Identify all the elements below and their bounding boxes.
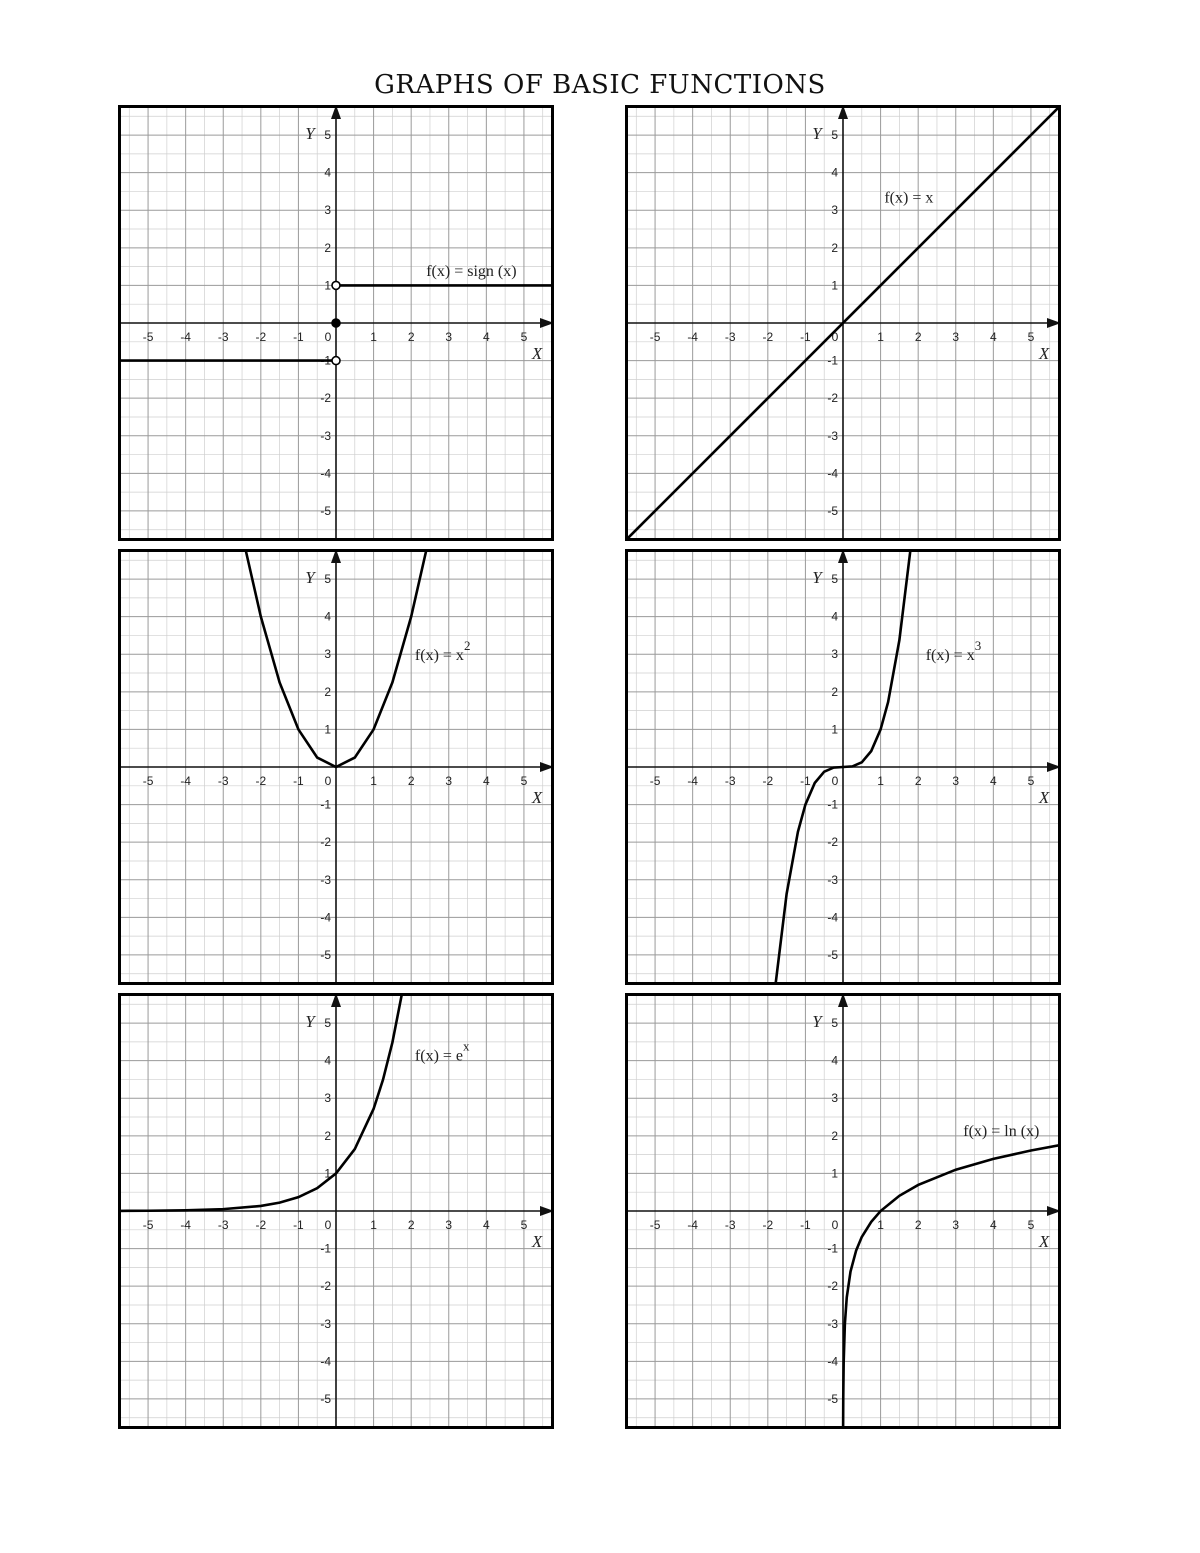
function-label: f(x) = sign (x)	[426, 263, 517, 281]
y-tick-label: 3	[831, 647, 838, 662]
chart-panel-exp	[118, 993, 554, 1429]
y-tick-label: 2	[324, 240, 331, 255]
x-tick-label: 4	[990, 330, 997, 344]
chart-sign	[118, 105, 554, 541]
x-tick-label: -3	[724, 1218, 736, 1232]
x-tick-label: 1	[370, 330, 377, 344]
y-tick-label: 1	[831, 722, 838, 737]
y-tick-label: -4	[827, 466, 838, 481]
x-tick-label: -4	[687, 1218, 698, 1232]
x-tick-label: 3	[445, 330, 453, 344]
x-tick-label: -4	[687, 330, 698, 344]
y-axis-name: Y	[305, 1012, 315, 1032]
y-tick-label: 3	[831, 1091, 838, 1106]
chart-panel-cube	[625, 549, 1061, 985]
chart-panel-ln	[625, 993, 1061, 1429]
x-tick-label: 4	[990, 1218, 997, 1232]
y-tick-label: 1	[324, 1166, 331, 1181]
x-tick-label: -5	[142, 330, 154, 344]
x-tick-label: 3	[952, 774, 960, 788]
y-tick-label: -1	[320, 353, 331, 368]
y-tick-label: -3	[320, 1316, 331, 1331]
y-tick-label: -1	[827, 1241, 838, 1256]
y-tick-label: -5	[320, 503, 331, 518]
x-tick-label: -1	[293, 774, 304, 788]
y-tick-label: -4	[827, 1354, 838, 1369]
x-tick-label: -3	[217, 774, 229, 788]
x-tick-label: 3	[952, 1218, 960, 1232]
x-tick-label: 5	[520, 330, 528, 344]
function-label: $f(x) = e^x$	[414, 1038, 470, 1065]
y-tick-label: -2	[320, 835, 331, 850]
x-axis-name: X	[1038, 788, 1050, 807]
x-tick-label: 5	[1027, 330, 1035, 344]
x-tick-label: -2	[255, 1218, 267, 1232]
x-tick-label: 1	[370, 1218, 377, 1232]
x-tick-label: 1	[877, 1218, 884, 1232]
y-tick-label: 3	[324, 647, 331, 662]
function-label-exponent: 3	[974, 637, 982, 653]
y-tick-label: 5	[324, 1016, 331, 1031]
y-tick-label: -5	[827, 503, 838, 518]
y-tick-label: -1	[827, 353, 838, 368]
y-tick-label: 5	[324, 128, 331, 143]
x-tick-label: -3	[217, 1218, 229, 1232]
y-tick-label: -2	[827, 391, 838, 406]
chart-panel-identity	[625, 105, 1061, 541]
chart-exp	[118, 993, 554, 1429]
y-tick-label: -4	[320, 466, 331, 481]
function-label: f(x) = ln (x)	[963, 1122, 1040, 1140]
y-tick-label: -4	[827, 910, 838, 925]
x-tick-label: 2	[407, 774, 415, 788]
y-tick-label: -5	[827, 1391, 838, 1406]
y-axis-name: Y	[305, 568, 315, 588]
x-tick-label: -3	[724, 330, 736, 344]
y-axis-name: Y	[305, 124, 315, 144]
x-tick-label: -2	[762, 330, 774, 344]
x-tick-label: 0	[324, 330, 332, 344]
y-tick-label: 5	[831, 128, 838, 143]
y-tick-label: -1	[320, 797, 331, 812]
x-tick-label: -5	[142, 1218, 154, 1232]
chart-ln	[625, 993, 1061, 1429]
y-tick-label: 3	[324, 203, 331, 218]
y-tick-label: 3	[324, 1091, 331, 1106]
y-tick-label: -3	[320, 428, 331, 443]
y-tick-label: -3	[827, 1316, 838, 1331]
x-tick-label: -1	[800, 330, 811, 344]
y-tick-label: -2	[827, 1279, 838, 1294]
x-tick-label: 0	[831, 1218, 839, 1232]
chart-identity	[625, 105, 1061, 541]
y-tick-label: 1	[324, 722, 331, 737]
y-tick-label: -3	[320, 872, 331, 887]
x-axis-name: X	[531, 344, 543, 363]
x-axis-name: X	[1038, 1232, 1050, 1251]
y-tick-label: -2	[827, 835, 838, 850]
series-group	[843, 1145, 1061, 1429]
x-tick-label: -5	[142, 774, 154, 788]
y-tick-label: 2	[324, 684, 331, 699]
y-tick-label: -4	[320, 910, 331, 925]
y-tick-label: 4	[324, 165, 331, 180]
x-tick-label: -4	[180, 1218, 191, 1232]
x-tick-label: -3	[217, 330, 229, 344]
x-tick-label: 4	[483, 1218, 490, 1232]
y-tick-label: -5	[320, 947, 331, 962]
function-label: $f(x) = x^3$	[925, 637, 982, 664]
chart-panel-square	[118, 549, 554, 985]
x-tick-label: -1	[800, 1218, 811, 1232]
chart-panel-sign	[118, 105, 554, 541]
x-tick-label: 0	[831, 774, 839, 788]
x-tick-label: -2	[255, 774, 267, 788]
chart-square	[118, 549, 554, 985]
x-tick-label: -4	[180, 774, 191, 788]
y-tick-label: 4	[324, 1053, 331, 1068]
x-tick-label: 4	[990, 774, 997, 788]
x-tick-label: 2	[407, 330, 415, 344]
chart-cube	[625, 549, 1061, 985]
y-tick-label: 5	[831, 572, 838, 587]
function-label: f(x) = x	[884, 189, 934, 207]
page-title: GRAPHS OF BASIC FUNCTIONS	[374, 70, 826, 100]
x-tick-label: -1	[800, 774, 811, 788]
y-tick-label: 4	[831, 609, 838, 624]
y-tick-label: -4	[320, 1354, 331, 1369]
x-tick-label: 0	[324, 774, 332, 788]
y-tick-label: -5	[320, 1391, 331, 1406]
y-tick-label: -1	[320, 1241, 331, 1256]
x-tick-label: 4	[483, 774, 490, 788]
y-tick-label: 2	[831, 240, 838, 255]
y-tick-label: -3	[827, 428, 838, 443]
y-tick-label: -3	[827, 872, 838, 887]
x-axis-name: X	[1038, 344, 1050, 363]
y-tick-label: 4	[831, 165, 838, 180]
y-tick-label: 5	[324, 572, 331, 587]
function-label-exponent: x	[463, 1038, 470, 1054]
y-tick-label: 3	[831, 203, 838, 218]
x-tick-label: 2	[914, 1218, 922, 1232]
x-tick-label: 3	[445, 774, 453, 788]
y-tick-label: -2	[320, 391, 331, 406]
x-tick-label: 3	[952, 330, 960, 344]
function-label-exponent: 2	[463, 637, 471, 653]
x-tick-label: -4	[180, 330, 191, 344]
x-tick-label: 5	[1027, 1218, 1035, 1232]
y-axis-name: Y	[812, 1012, 822, 1032]
x-tick-label: -3	[724, 774, 736, 788]
x-tick-label: 5	[520, 1218, 528, 1232]
x-tick-label: -5	[649, 330, 661, 344]
x-tick-label: 5	[520, 774, 528, 788]
y-tick-label: 4	[324, 609, 331, 624]
y-tick-label: 2	[831, 684, 838, 699]
y-axis-name: Y	[812, 568, 822, 588]
x-tick-label: 0	[831, 330, 839, 344]
x-tick-label: -1	[293, 1218, 304, 1232]
open-point	[332, 357, 340, 365]
x-tick-label: 2	[914, 774, 922, 788]
y-tick-label: -2	[320, 1279, 331, 1294]
x-tick-label: 2	[914, 330, 922, 344]
y-axis-name: Y	[812, 124, 822, 144]
x-tick-label: -2	[762, 1218, 774, 1232]
function-label: $f(x) = x^2$	[414, 637, 471, 664]
y-tick-label: -1	[827, 797, 838, 812]
y-tick-label: 5	[831, 1016, 838, 1031]
filled-point	[332, 319, 340, 327]
x-tick-label: 4	[483, 330, 490, 344]
y-tick-label: 1	[831, 1166, 838, 1181]
x-tick-label: -5	[649, 1218, 661, 1232]
x-tick-label: -4	[687, 774, 698, 788]
x-axis-name: X	[531, 1232, 543, 1251]
series-line-ln	[843, 1145, 1061, 1429]
y-tick-label: 1	[831, 278, 838, 293]
x-tick-label: 3	[445, 1218, 453, 1232]
series-line-exp	[118, 993, 402, 1211]
x-tick-label: 1	[877, 774, 884, 788]
y-tick-label: 2	[831, 1128, 838, 1143]
x-tick-label: -2	[762, 774, 774, 788]
x-tick-label: 5	[1027, 774, 1035, 788]
x-tick-label: 0	[324, 1218, 332, 1232]
x-tick-label: -5	[649, 774, 661, 788]
x-tick-label: 1	[877, 330, 884, 344]
y-tick-label: 2	[324, 1128, 331, 1143]
open-point	[332, 281, 340, 289]
x-tick-label: 1	[370, 774, 377, 788]
y-tick-label: 4	[831, 1053, 838, 1068]
x-tick-label: -2	[255, 330, 267, 344]
series-group	[118, 993, 402, 1211]
y-tick-label: 1	[324, 278, 331, 293]
x-axis-name: X	[531, 788, 543, 807]
y-tick-label: -5	[827, 947, 838, 962]
x-tick-label: -1	[293, 330, 304, 344]
x-tick-label: 2	[407, 1218, 415, 1232]
